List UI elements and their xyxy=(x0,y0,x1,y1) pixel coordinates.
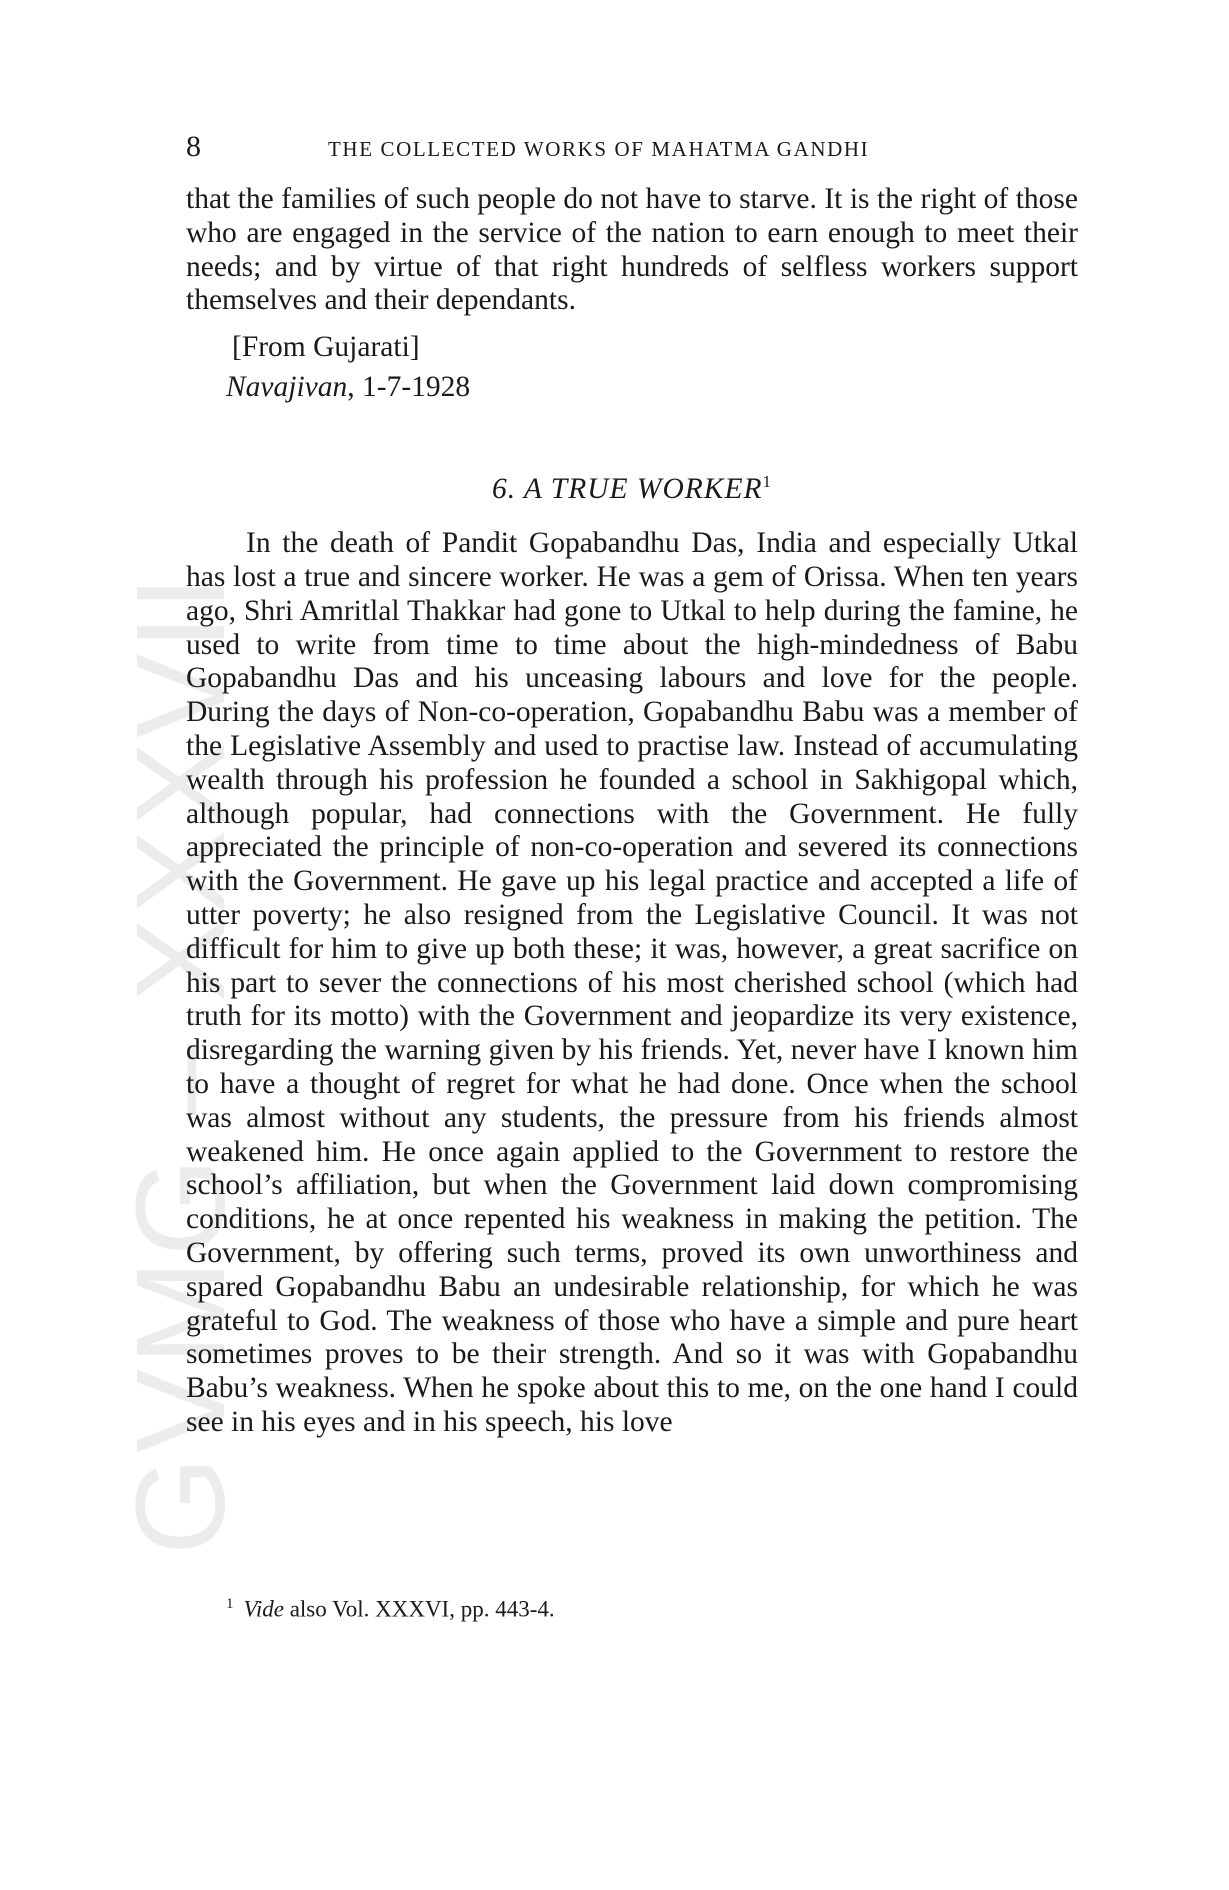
page-content xyxy=(186,183,1078,1440)
footnote-text: also Vol. XXXVI, pp. 443-4. xyxy=(283,1596,555,1622)
publication-date: , 1-7-1928 xyxy=(347,371,471,404)
running-head: THE COLLECTED WORKS OF MAHATMA GANDHI xyxy=(328,137,870,161)
source-note: [From Gujarati] xyxy=(232,331,420,364)
article-title xyxy=(186,471,1078,507)
title-footnote-mark: 1 xyxy=(762,472,773,492)
page-number: 8 xyxy=(186,130,201,163)
page-header xyxy=(186,130,1078,164)
footnote-vide: Vide xyxy=(243,1596,284,1622)
publication-name: Navajivan xyxy=(226,371,348,404)
citation xyxy=(226,367,1078,407)
footnote-number: 1 xyxy=(226,1596,234,1612)
article-body: In the death of Pandit Gopabandhu Das, India and especially Utkal has lost a true and sincere worker. He was a gem of Orissa. When ten years ago, Shri Amritlal Thakkar had gone to Utkal to help during the famine, he used to write from time to time about the high-mindedness of Babu Gopabandhu Das and his unceasing labours and love for the people. During the days of Non-co-operation, Gopabandhu Babu was a member of the Legislative Assembly and used to practise law. Instead of accumulating wealth through his profession he founded a school in Sakhigopal which, although popular, had connections with the Government. He fully appreciated the principle of non-co-operation and severed its connections with the Government. He gave up his legal practice and accepted a life of utter poverty; he also resigned from the Legislative Council. It was not difficult for him to give up both these; it was, however, a great sacrifice on his part to sever the connections of his most cherished school (which had truth for its motto) with the Government and jeopardize its very existence, disregarding the warning given by his friends. Yet, never have I known him to have a thought of regret for what he had done. Once when the school was almost without any students, the pressure from his friends almost weakened him. He once again applied to the Government to restore the school’s affiliation, but when the Government laid down compromising conditions, he at once repented his weakness in making the petition. The Government, by offering such terms, proved its own unworthiness and spared Gopabandhu Babu an undesirable relationship, for which he was grateful to God. The weakness of those who have a simple and pure heart sometimes proves to be their strength. And so it was with Gopabandhu Babu’s weakness. When he spoke about this to me, on the one hand I could see in his eyes and in his speech, his love xyxy=(186,527,1078,1438)
article-title-text: 6. A TRUE WORKER xyxy=(491,473,763,506)
continuation-paragraph: that the families of such people do not have to starve. It is the right of those who are engaged in the service of the nation to earn enough to meet their needs; and by virtue of that right hundreds of selfless workers support themselves and their dependants. xyxy=(186,183,1078,317)
watermark: GVMG – XXXVII xyxy=(110,571,251,1555)
footnote xyxy=(226,1596,555,1623)
